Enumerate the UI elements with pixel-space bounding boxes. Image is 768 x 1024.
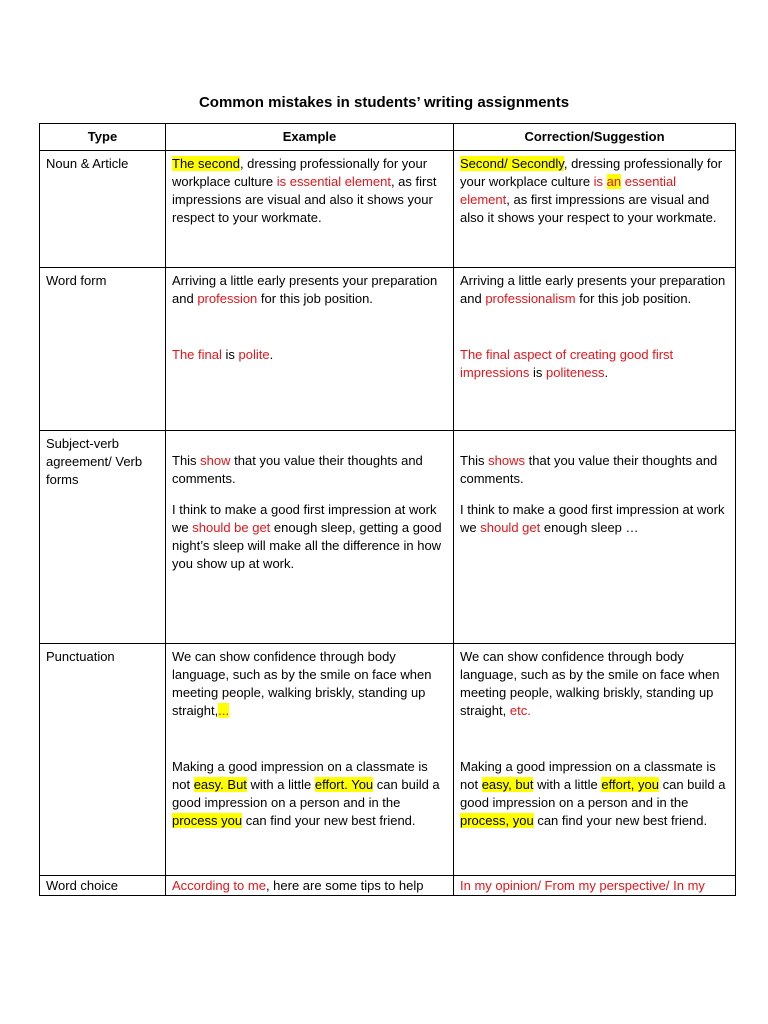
cell-paragraph [172,452,447,488]
text-run: This [172,453,201,468]
correction-cell [454,268,736,431]
header-correction: Correction/Suggestion [454,124,736,151]
table-row [40,876,736,896]
text-run: , here are some tips to help [265,878,424,893]
text-run: , dressing professionally for your workplace culture [172,156,428,189]
text-run: I think to make a good first impression at work we [460,502,725,535]
text-run: is [529,365,546,380]
table-row [40,268,736,431]
example-cell [166,431,454,644]
text-run: Making a good impression on a classmate is not [172,759,428,792]
table-row [40,644,736,876]
cell-paragraph [460,155,729,227]
text-run: The final [172,347,222,362]
text-run: Making a good impression on a classmate is not [460,759,716,792]
type-cell: Punctuation [40,644,166,876]
text-run: . [604,365,609,380]
text-run: enough sleep, getting a good night’s sleep will make all the difference in how you show up at work. [172,520,442,571]
cell-paragraph [172,155,447,227]
text-run: Arriving a little early presents your preparation and [460,273,726,306]
text-run: The final aspect of creating good first impressions [460,347,674,380]
text-run: politeness [545,365,605,380]
text-run: The second [172,156,240,171]
cell-paragraph [172,877,447,895]
type-cell: Subject-verb agreement/ Verb forms [40,431,166,644]
text-run: easy, but [481,777,534,792]
cell-paragraph [460,648,729,720]
table-row [40,431,736,644]
mistakes-table [39,123,736,896]
text-run: , as first impressions are visual and also it shows your respect to your workmate. [460,192,717,225]
text-run: can find your new best friend. [533,813,708,828]
correction-cell [454,431,736,644]
text-run: is [593,174,607,189]
text-run: In my opinion/ From my perspective/ In my [460,878,705,893]
correction-cell [454,876,736,896]
text-run: , as first impressions are visual and also it shows your respect to your workmate. [172,174,437,225]
text-run: We can show confidence through body language, such as by the smile on face when meeting people, walking briskly, standing up straight, [172,649,432,718]
example-cell [166,876,454,896]
text-run: According to me [172,878,266,893]
text-run: Second/ Secondly [460,156,564,171]
example-cell [166,151,454,268]
text-run: process, you [460,813,534,828]
header-example: Example [166,124,454,151]
text-run: . [269,347,274,362]
text-run: can build a good impression on a person and in the [460,777,726,810]
cell-paragraph [172,648,447,720]
cell-paragraph [460,452,729,488]
cell-paragraph [460,758,729,830]
text-run: effort. You [314,777,374,792]
text-run: is essential element [276,174,391,189]
correction-cell [454,151,736,268]
type-cell: Word form [40,268,166,431]
text-run: process you [172,813,243,828]
text-run: shows [488,453,526,468]
example-cell [166,644,454,876]
text-run: We can show confidence through body language, such as by the smile on face when meeting people, walking briskly, standing up straight, [460,649,720,718]
cell-paragraph [460,272,729,308]
text-run: profession [197,291,258,306]
text-run: that you value their thoughts and comments. [460,453,718,486]
text-run: for this job position. [575,291,692,306]
text-run: should get [480,520,541,535]
text-run: can find your new best friend. [242,813,416,828]
text-run: professionalism [485,291,576,306]
text-run: with a little [246,777,315,792]
text-run: for this job position. [257,291,373,306]
example-cell [166,268,454,431]
text-run: show [200,453,231,468]
text-run: that you value their thoughts and comments. [172,453,423,486]
text-run: This [460,453,489,468]
type-cell: Word choice [40,876,166,896]
header-type: Type [40,124,166,151]
page-title: Common mistakes in students’ writing assignments [198,94,570,111]
text-run: is [221,347,239,362]
text-run: an [606,174,622,189]
text-run: with a little [533,777,602,792]
table-row [40,151,736,268]
text-run: etc. [509,703,531,718]
text-run: should be get [192,520,271,535]
text-run: effort, you [601,777,659,792]
text-run: , dressing professionally for your workplace culture [460,156,723,189]
text-run: ... [218,703,230,718]
text-run: Arriving a little early presents your preparation and [172,273,438,306]
cell-paragraph [460,877,729,895]
correction-cell [454,644,736,876]
text-run: essential element [460,174,677,207]
text-run: polite [238,347,270,362]
text-run: I think to make a good first impression at work we [172,502,437,535]
table-header-row [40,124,736,151]
text-run: can build a good impression on a person and in the [172,777,440,810]
type-cell: Noun & Article [40,151,166,268]
cell-paragraph [172,346,447,364]
cell-paragraph [460,501,729,537]
cell-paragraph [172,758,447,830]
text-run: enough sleep … [540,520,639,535]
cell-paragraph [172,501,447,573]
cell-paragraph [460,346,729,382]
cell-paragraph [172,272,447,308]
text-run: easy. But [193,777,247,792]
